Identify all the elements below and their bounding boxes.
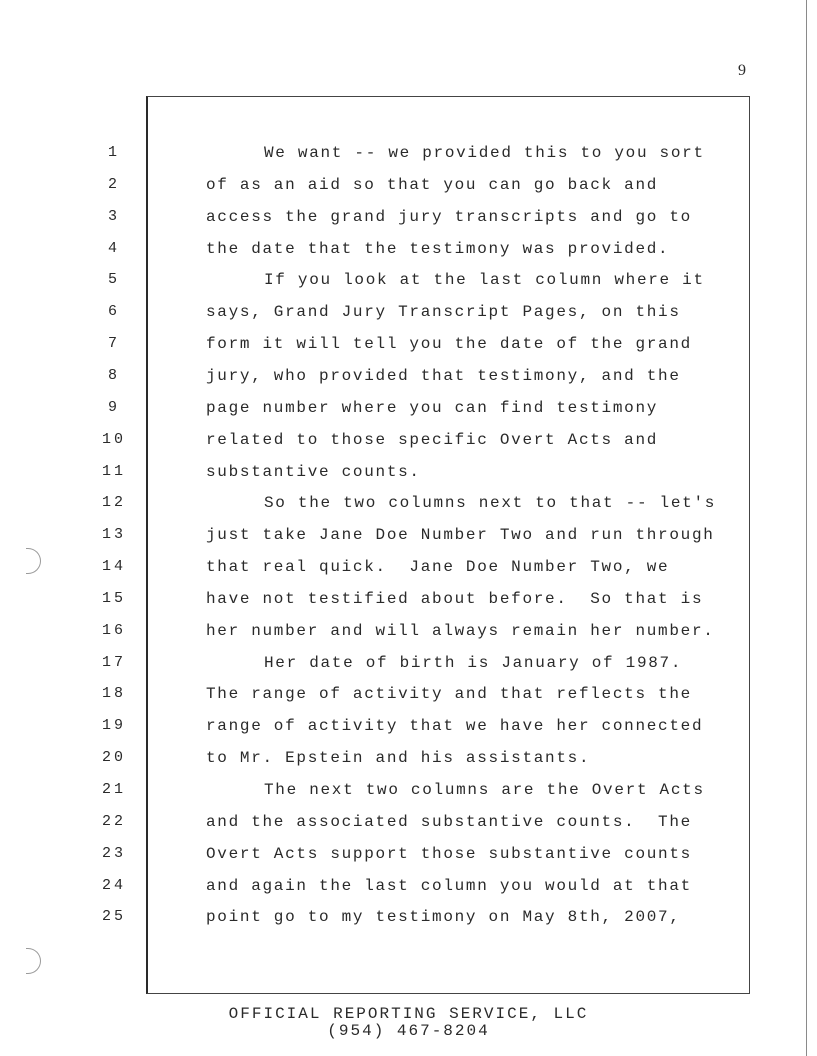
transcript-line: point go to my testimony on May 8th, 2007, [206, 908, 681, 926]
line-number: 8 [107, 367, 120, 384]
transcript-line: of as an aid so that you can go back and [206, 176, 659, 194]
line-number: 22 [101, 813, 126, 830]
transcript-line: and again the last column you would at that [206, 877, 692, 895]
transcript-line: to Mr. Epstein and his assistants. [206, 749, 591, 767]
line-number: 9 [107, 399, 120, 416]
line-number: 5 [107, 271, 120, 288]
line-number: 21 [101, 781, 126, 798]
transcript-line: range of activity that we have her connected [206, 717, 704, 735]
line-number: 20 [101, 749, 126, 766]
transcript-line: Overt Acts support those substantive counts [206, 845, 692, 863]
transcript-line: The range of activity and that reflects the [206, 685, 692, 703]
footer-phone: (954) 467-8204 [327, 1022, 490, 1040]
line-number: 4 [107, 240, 120, 257]
transcript-line: page number where you can find testimony [206, 399, 659, 417]
transcript-line: her number and will always remain her number. [206, 622, 715, 640]
footer-company: OFFICIAL REPORTING SERVICE, LLC [228, 1005, 589, 1023]
line-number: 11 [101, 463, 126, 480]
line-number: 1 [107, 144, 120, 161]
margin-binding-mark [26, 948, 41, 974]
line-number: 16 [101, 622, 126, 639]
transcript-line: access the grand jury transcripts and go to [206, 208, 692, 226]
transcript-line: jury, who provided that testimony, and the [206, 367, 681, 385]
line-number: 19 [101, 717, 126, 734]
transcript-line: the date that the testimony was provided. [206, 240, 670, 258]
transcript-line: The next two columns are the Overt Acts [264, 781, 705, 799]
transcript-line: So the two columns next to that -- let's [264, 494, 717, 512]
line-number: 12 [101, 494, 126, 511]
line-number: 14 [101, 558, 126, 575]
transcript-line: related to those specific Overt Acts and [206, 431, 659, 449]
line-number: 13 [101, 526, 126, 543]
line-number: 17 [101, 654, 126, 671]
line-number: 24 [101, 877, 126, 894]
line-number: 6 [107, 303, 120, 320]
transcript-line: that real quick. Jane Doe Number Two, we [206, 558, 670, 576]
transcript-line: and the associated substantive counts. The [206, 813, 692, 831]
page-edge-rule [806, 0, 807, 1056]
transcript-line: says, Grand Jury Transcript Pages, on this [206, 303, 681, 321]
line-number: 7 [107, 335, 120, 352]
transcript-line: substantive counts. [206, 463, 421, 481]
line-number: 10 [101, 431, 126, 448]
margin-binding-mark [26, 548, 41, 574]
transcript-line: We want -- we provided this to you sort [264, 144, 705, 162]
transcript-line: just take Jane Doe Number Two and run through [206, 526, 715, 544]
line-number: 23 [101, 845, 126, 862]
line-number: 15 [101, 590, 126, 607]
transcript-line: form it will tell you the date of the grand [206, 335, 692, 353]
line-number: 25 [101, 908, 126, 925]
page-number: 9 [738, 62, 746, 79]
line-number: 3 [107, 208, 120, 225]
transcript-line: If you look at the last column where it [264, 271, 705, 289]
line-number: 18 [101, 685, 126, 702]
line-number: 2 [107, 176, 120, 193]
transcript-line: have not testified about before. So that is [206, 590, 704, 608]
transcript-line: Her date of birth is January of 1987. [264, 654, 683, 672]
